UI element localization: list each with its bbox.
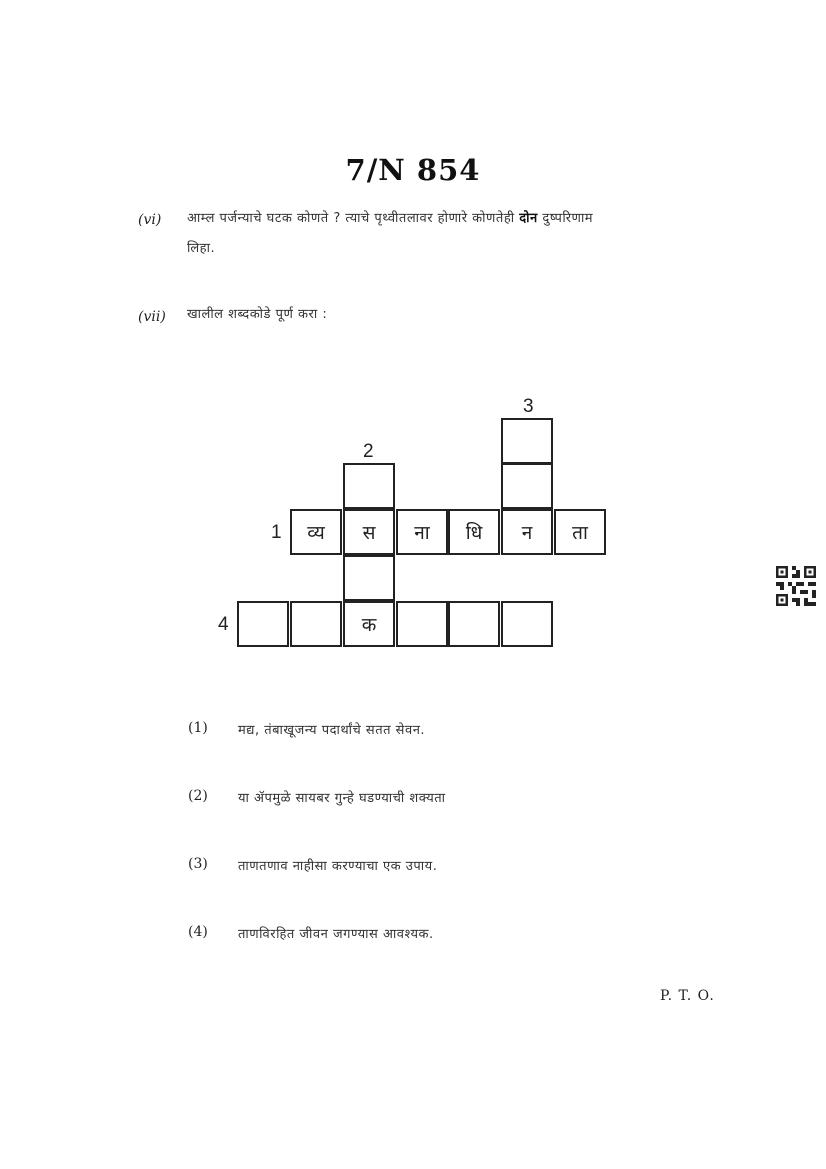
question-number-vii: (vii) [138, 309, 166, 325]
crossword-cell[interactable] [448, 601, 500, 647]
question-vi-bold-word: दोन [519, 211, 538, 226]
question-vi-text-part2: दुष्परिणाम [537, 211, 594, 226]
crossword-clue-number-2: 2 [363, 441, 374, 462]
question-number-vi: (vi) [138, 212, 162, 228]
crossword-cell[interactable]: व्य [290, 509, 342, 555]
question-vii-text: खालील शब्दकोडे पूर्ण करा : [187, 307, 328, 322]
crossword-cell[interactable] [237, 601, 289, 647]
crossword-cell[interactable]: क [343, 601, 395, 647]
clue-index: (3) [188, 856, 208, 872]
crossword-cell[interactable] [290, 601, 342, 647]
clue-index: (2) [188, 788, 208, 804]
clue-text: या ॲपमुळे सायबर गुन्हे घडण्याची शक्यता [238, 791, 446, 806]
clue-index: (4) [188, 924, 208, 940]
qr-code-icon [776, 566, 816, 606]
crossword-cell[interactable]: ता [554, 509, 606, 555]
crossword-cell[interactable]: ना [396, 509, 448, 555]
question-vi-text-part1: आम्ल पर्जन्याचे घटक कोणते ? त्याचे पृथ्वीतलावर होणारे कोणतेही [187, 211, 520, 226]
question-vi-line1 [187, 204, 747, 234]
crossword-cell[interactable] [501, 601, 553, 647]
crossword-clue-number-3: 3 [523, 396, 534, 417]
crossword-cell[interactable] [343, 555, 395, 601]
crossword-cell[interactable] [501, 463, 553, 509]
clue-text: ताणतणाव नाहीसा करण्याचा एक उपाय. [238, 859, 438, 874]
clue-text: ताणविरहित जीवन जगण्यास आवश्यक. [238, 927, 434, 942]
crossword-clue-number-1: 1 [271, 522, 282, 543]
crossword-cell[interactable]: स [343, 509, 395, 555]
clue-text: मद्य, तंबाखूजन्य पदार्थांचे सतत सेवन. [238, 723, 426, 738]
question-vi-line2: लिहा. [187, 241, 216, 256]
crossword-cell[interactable] [501, 418, 553, 464]
crossword-cell[interactable]: न [501, 509, 553, 555]
question-vi-text [187, 204, 747, 264]
page-code-title: 7/N 854 [345, 153, 481, 187]
clue-index: (1) [188, 720, 208, 736]
crossword-clue-number-4: 4 [218, 614, 229, 635]
crossword-cell[interactable] [343, 463, 395, 509]
crossword-cell[interactable]: धि [448, 509, 500, 555]
crossword-cell[interactable] [396, 601, 448, 647]
page-turn-over-note: P. T. O. [660, 988, 715, 1004]
